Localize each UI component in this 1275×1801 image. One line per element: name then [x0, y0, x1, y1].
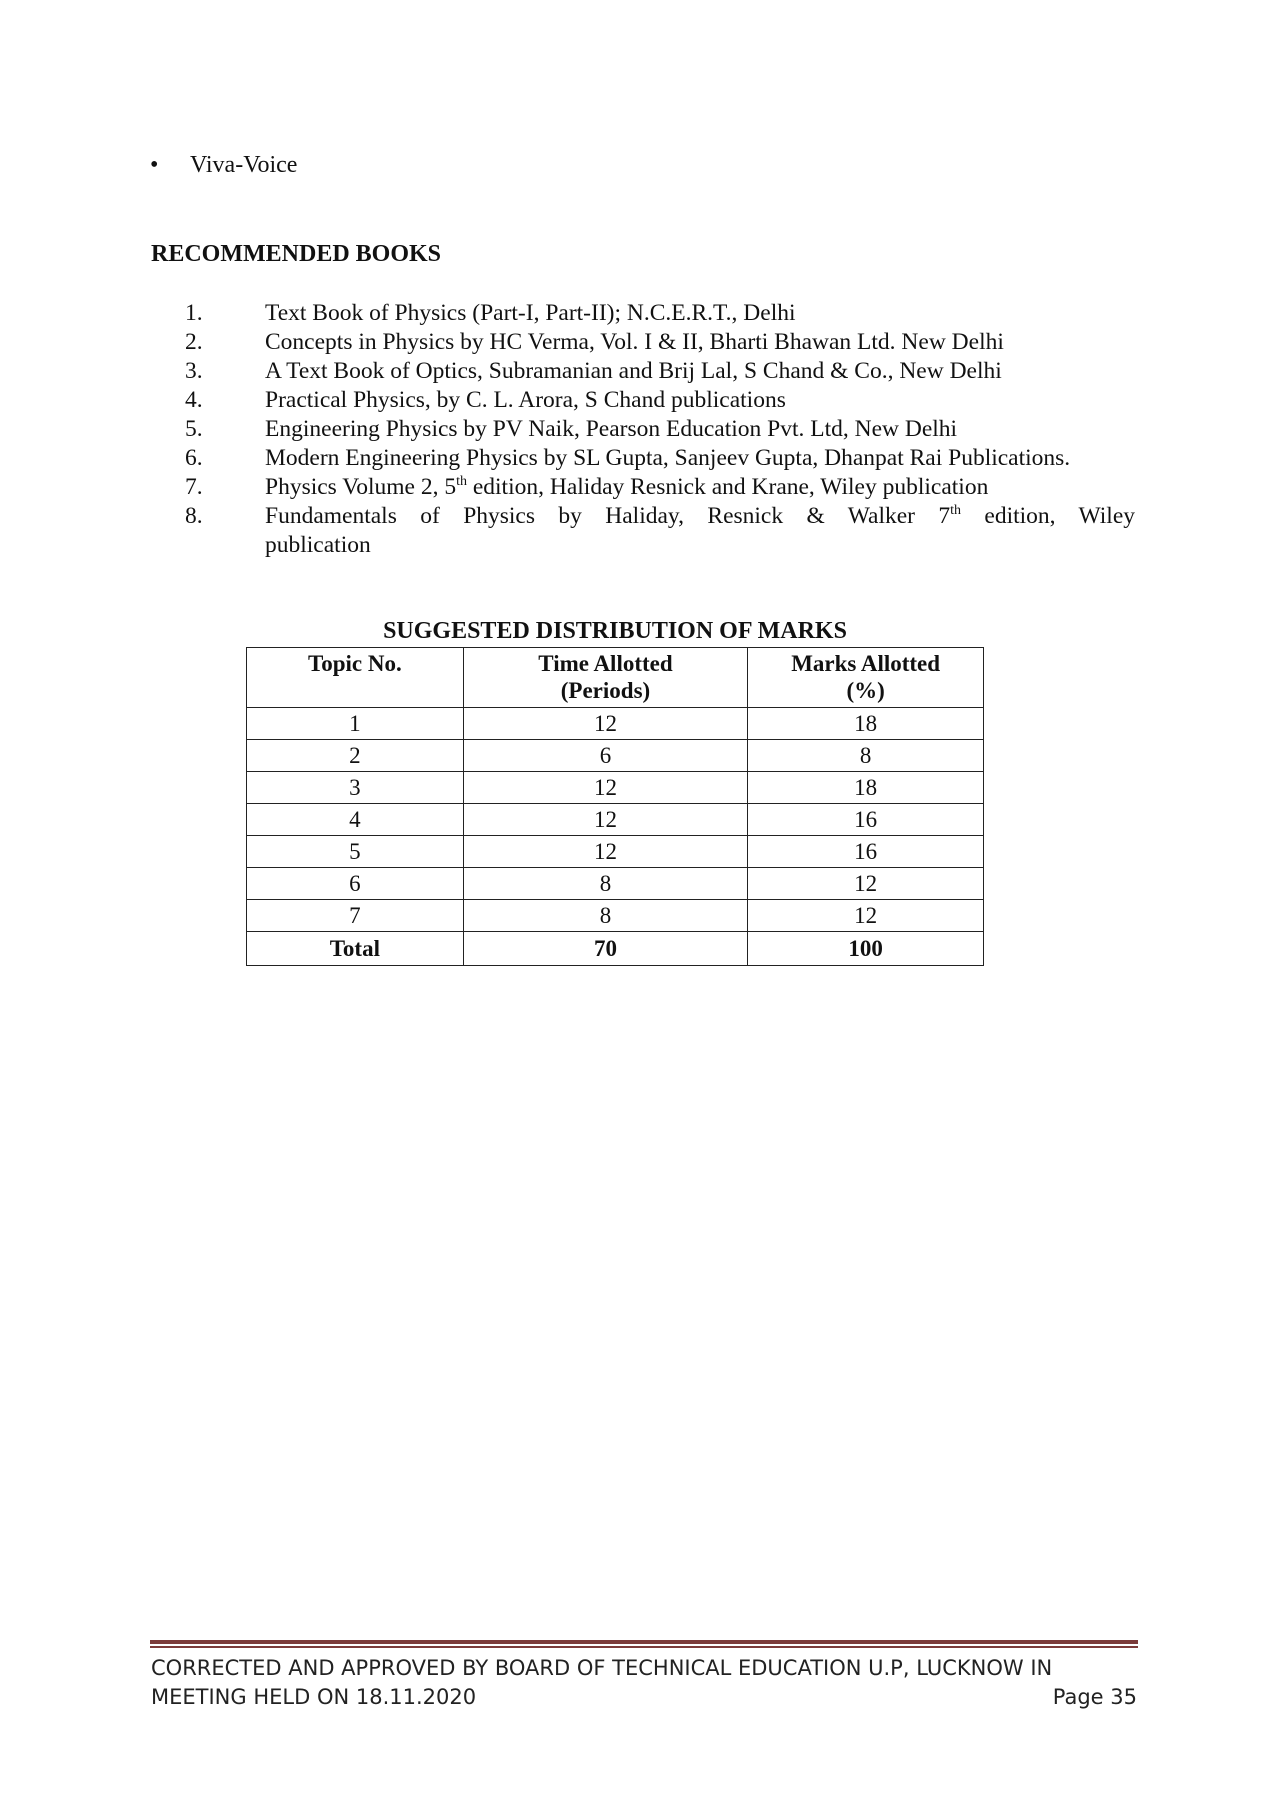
footer-approval-line: CORRECTED AND APPROVED BY BOARD OF TECHNICAL EDUCATION U.P, LUCKNOW IN: [151, 1656, 1053, 1680]
table-cell: 12: [463, 772, 748, 804]
book-title: Modern Engineering Physics by SL Gupta, Sanjeev Gupta, Dhanpat Rai Publications.: [265, 445, 1071, 471]
footer-divider: [150, 1640, 1138, 1648]
book-number: 6.: [185, 445, 203, 471]
table-row: [247, 740, 984, 772]
book-item: [185, 386, 1135, 415]
book-number: 7.: [185, 474, 203, 500]
book-item: [185, 473, 1135, 502]
header-line: (Periods): [560, 678, 651, 703]
footer-row: [151, 1683, 1137, 1712]
header-line: Marks Allotted: [791, 651, 941, 676]
ordinal-suffix: th: [950, 503, 962, 518]
book-item: [185, 444, 1135, 473]
recommended-books-heading: RECOMMENDED BOOKS: [151, 241, 442, 267]
table-row: [247, 900, 984, 932]
total-marks-cell: 100: [748, 932, 984, 966]
header-line: Topic No.: [307, 651, 402, 676]
table-cell: 8: [748, 740, 984, 772]
table-cell: 1: [247, 708, 464, 740]
book-title-part: Fundamentals of Physics by Haliday, Resnick & Walker 7: [265, 503, 951, 529]
table-cell: 3: [247, 772, 464, 804]
book-number: 4.: [185, 387, 203, 413]
table-cell: 12: [463, 836, 748, 868]
book-title: Text Book of Physics (Part-I, Part-II); N.C.E.R.T., Delhi: [265, 300, 796, 326]
bullet-item: [150, 152, 297, 179]
page-number: Page 35: [1052, 1685, 1137, 1709]
table-row: [247, 868, 984, 900]
book-number: 8.: [185, 503, 203, 529]
column-header: [748, 648, 984, 708]
page-footer: [151, 1654, 1137, 1712]
total-label-cell: Total: [247, 932, 464, 966]
table-row: [247, 836, 984, 868]
table-cell: 5: [247, 836, 464, 868]
book-number: 2.: [185, 329, 203, 355]
book-item: [185, 502, 1135, 531]
book-title-continuation: publication: [265, 532, 371, 558]
table-cell: 4: [247, 804, 464, 836]
table-cell: 16: [748, 804, 984, 836]
book-item: [185, 299, 1135, 328]
table-cell: 8: [463, 900, 748, 932]
header-line: Time Allotted: [538, 651, 673, 676]
book-title: Concepts in Physics by HC Verma, Vol. I & II, Bharti Bhawan Ltd. New Delhi: [265, 329, 1004, 355]
table-cell: 8: [463, 868, 748, 900]
table-row: [247, 772, 984, 804]
table-cell: 18: [748, 708, 984, 740]
book-title: Engineering Physics by PV Naik, Pearson Education Pvt. Ltd, New Delhi: [265, 416, 958, 442]
table-row: [247, 804, 984, 836]
book-item: [185, 357, 1135, 386]
book-item: [185, 328, 1135, 357]
column-header: [247, 648, 464, 708]
table-cell: 6: [247, 868, 464, 900]
column-header: [463, 648, 748, 708]
book-title: [265, 502, 1135, 531]
ordinal-suffix: th: [456, 474, 467, 489]
book-title-part: edition, Haliday Resnick and Krane, Wiley publication: [466, 474, 989, 500]
table-cell: 6: [463, 740, 748, 772]
total-periods-cell: 70: [463, 932, 748, 966]
book-title: A Text Book of Optics, Subramanian and Brij Lal, S Chand & Co., New Delhi: [265, 358, 1002, 384]
header-line: (%): [846, 678, 885, 703]
table-header-row: [247, 648, 984, 708]
book-number: 5.: [185, 416, 203, 442]
table-cell: 12: [748, 868, 984, 900]
marks-distribution-table: [246, 647, 984, 966]
table-total-row: [247, 932, 984, 966]
book-title: [265, 473, 1135, 502]
book-title-part: Physics Volume 2, 5: [265, 474, 457, 500]
footer-meeting-line: MEETING HELD ON 18.11.2020: [151, 1685, 477, 1709]
table-cell: 12: [748, 900, 984, 932]
book-title: Practical Physics, by C. L. Arora, S Chand publications: [265, 387, 786, 413]
book-list: [185, 299, 1135, 560]
book-number: 3.: [185, 358, 203, 384]
table-cell: 16: [748, 836, 984, 868]
book-title-part: edition, Wiley: [961, 503, 1135, 529]
book-number: 1.: [185, 300, 203, 326]
table-cell: 7: [247, 900, 464, 932]
table-cell: 2: [247, 740, 464, 772]
table-cell: 12: [463, 708, 748, 740]
book-item: [185, 415, 1135, 444]
table-row: [247, 708, 984, 740]
bullet-text: Viva-Voice: [190, 152, 298, 178]
marks-table-title: SUGGESTED DISTRIBUTION OF MARKS: [383, 618, 847, 644]
table-cell: 12: [463, 804, 748, 836]
table-cell: 18: [748, 772, 984, 804]
bullet-symbol: •: [150, 152, 159, 178]
